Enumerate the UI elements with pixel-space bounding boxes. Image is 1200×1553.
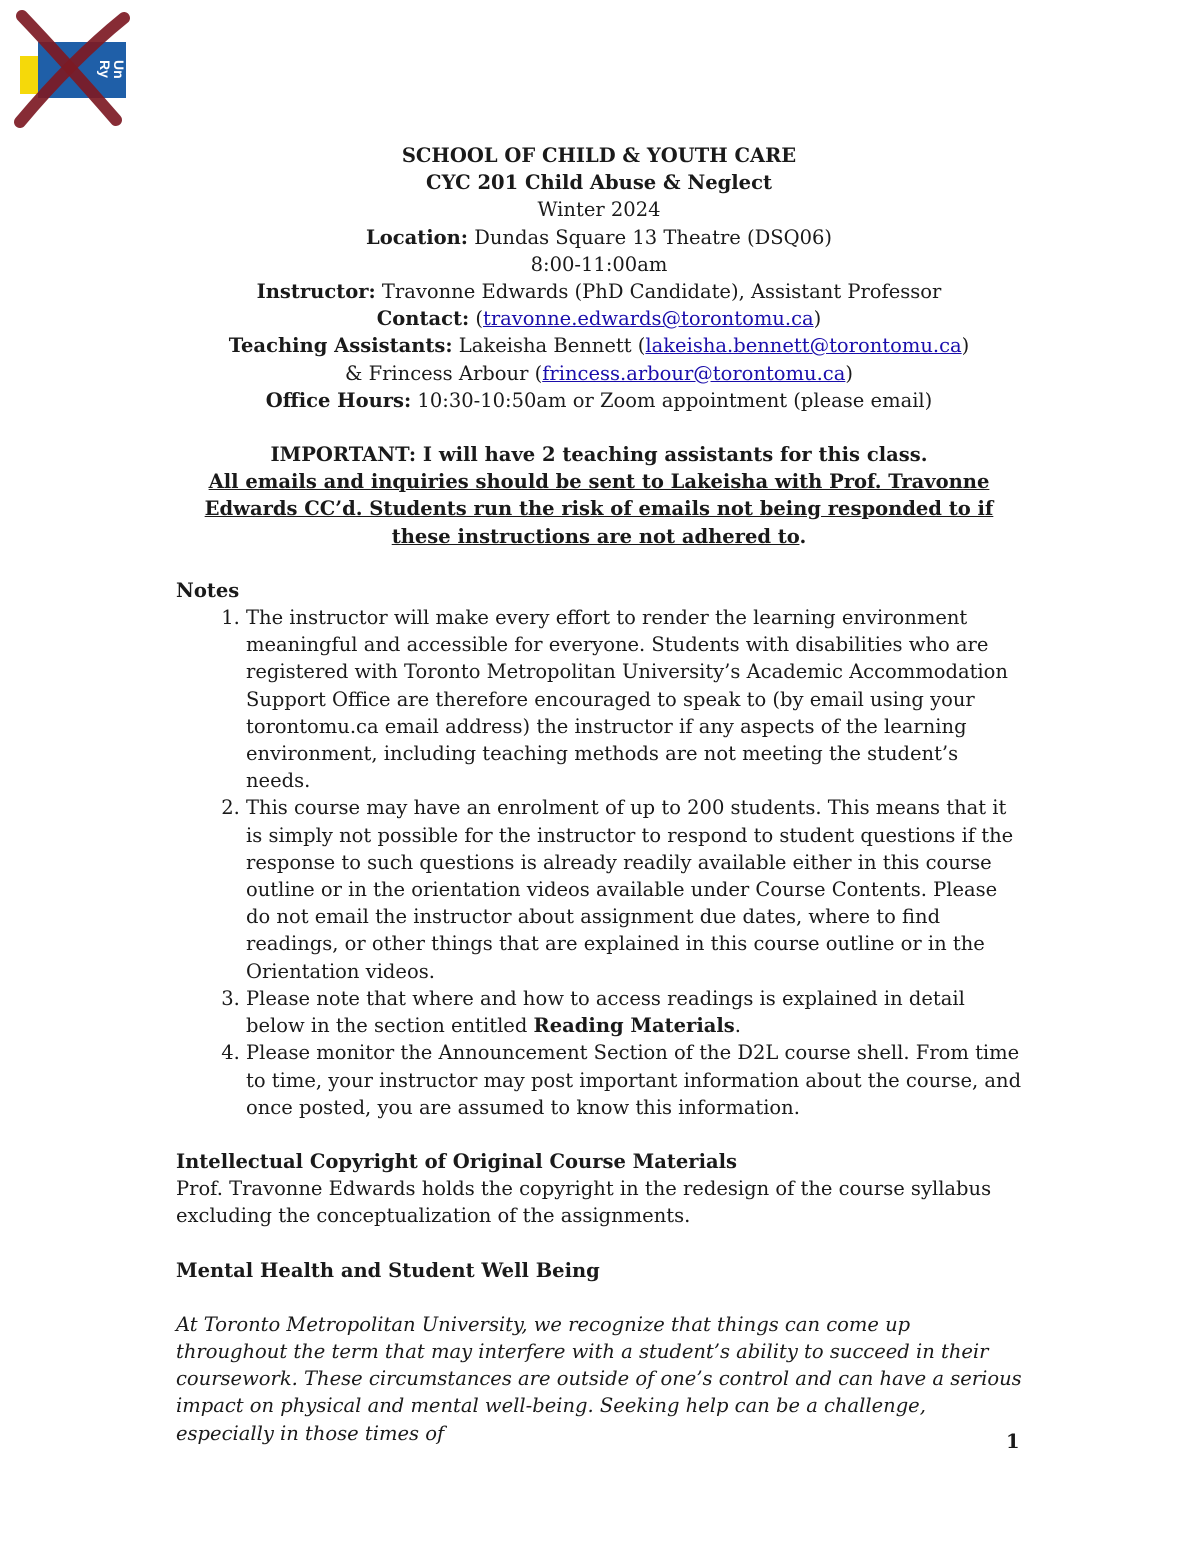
important-line-2: All emails and inquiries should be sent to Lakeisha with Prof. Travonne Edwards CC’d. Students run the risk of emails not being responded to if these instructions are not adhered to	[204, 470, 994, 548]
wellbeing-body: At Toronto Metropolitan University, we recognize that things can come up throughout the term that may interfere with a student’s ability to succeed in their coursework. These circumstances are outside of one’s control and can have a serious impact on physical and mental well-being. Seeking help can be a challenge, especially in those times of	[176, 1312, 1022, 1445]
notes-list	[176, 604, 1022, 1121]
reading-materials-ref: Reading Materials	[533, 1014, 735, 1038]
class-time: 8:00-11:00am	[530, 252, 668, 276]
ta2-email-link[interactable]: frincess.arbour@torontomu.ca	[542, 361, 846, 385]
instructor-line	[176, 278, 1022, 305]
ta-line-1: Teaching Assistants: Lakeisha Bennett (lakeisha.bennett@torontomu.ca)	[228, 334, 970, 358]
location-label: Location:	[365, 225, 469, 249]
ta1-email-link[interactable]: lakeisha.bennett@torontomu.ca	[645, 334, 962, 358]
important-notice: IMPORTANT: I will have 2 teaching assistants for this class. All emails and inquiries should be sent to Lakeisha with Prof. Travonne Edwards CC’d. Students run the risk of emails not being responded to if these instructions are not adhered to.	[176, 441, 1022, 550]
location-line	[176, 224, 1022, 251]
notes-heading: Notes	[176, 578, 240, 602]
wellbeing-heading: Mental Health and Student Well Being	[176, 1258, 600, 1282]
copyright-body: Prof. Travonne Edwards holds the copyright in the redesign of the course syllabus excluding the conceptualization of the assignments.	[176, 1177, 992, 1228]
ta1-name: Lakeisha Bennett (	[452, 334, 646, 358]
office-hours-line	[176, 387, 1022, 414]
instructor-value: Travonne Edwards (PhD Candidate), Assistant Professor	[375, 280, 942, 304]
copyright-heading: Intellectual Copyright of Original Course Materials	[176, 1149, 737, 1173]
instructor-label: Instructor:	[256, 280, 376, 304]
svg-text:Un: Un	[111, 60, 127, 79]
note-item-1: 1. The instructor will make every effort to render the learning environment meaningful and accessible for everyone. Students with disabilities who are registered with Toronto Metropolitan University’s Academic Accommodation Support Office are therefore encouraged to speak to (by email using your torontomu.ca email address) the instructor if any aspects of the learning environment, including teaching methods are not meeting the student’s needs.	[246, 604, 1022, 794]
contact-email-link[interactable]: travonne.edwards@torontomu.ca	[483, 307, 814, 331]
course-title: CYC 201 Child Abuse & Neglect	[426, 171, 772, 195]
note-item-2: 2. This course may have an enrolment of up to 200 students. This means that it is simply not possible for the instructor to respond to student questions if the response to such questions is already readily available either in this course outline or in the orientation videos available under Course Contents. Please do not email the instructor about assignment due dates, where to find readings, or other things that are explained in this course outline or in the Orientation videos.	[246, 794, 1022, 984]
contact-label: Contact:	[376, 307, 470, 331]
note-item-3: 3. Please note that where and how to access readings is explained in detail below in the section entitled Reading Materials.	[246, 985, 1022, 1039]
svg-text:Ry: Ry	[97, 60, 113, 78]
important-line-1: IMPORTANT: I will have 2 teaching assistants for this class.	[270, 443, 928, 467]
location-value: Dundas Square 13 Theatre (DSQ06)	[468, 225, 833, 249]
ta-line-2: & Frincess Arbour (frincess.arbour@torontomu.ca)	[345, 361, 853, 385]
note-item-3-text: Please note that where and how to access readings is explained in detail below in the section entitled	[246, 986, 965, 1038]
term: Winter 2024	[537, 198, 661, 222]
ta2-name: & Frincess Arbour (	[345, 361, 543, 385]
page-number: 1	[1006, 1430, 1020, 1453]
contact-line: Contact: (travonne.edwards@torontomu.ca)	[376, 307, 822, 331]
syllabus-page	[176, 142, 1022, 1447]
school-name: SCHOOL OF CHILD & YOUTH CARE	[401, 144, 797, 167]
office-hours-label: Office Hours:	[265, 388, 412, 412]
university-logo-crossed-out	[12, 8, 132, 128]
ta-label: Teaching Assistants:	[228, 334, 453, 358]
note-item-4: 4. Please monitor the Announcement Section of the D2L course shell. From time to time, your instructor may post important information about the course, and once posted, you are assumed to know this information.	[246, 1039, 1022, 1121]
office-hours-value: 10:30-10:50am or Zoom appointment (please email)	[411, 388, 933, 412]
